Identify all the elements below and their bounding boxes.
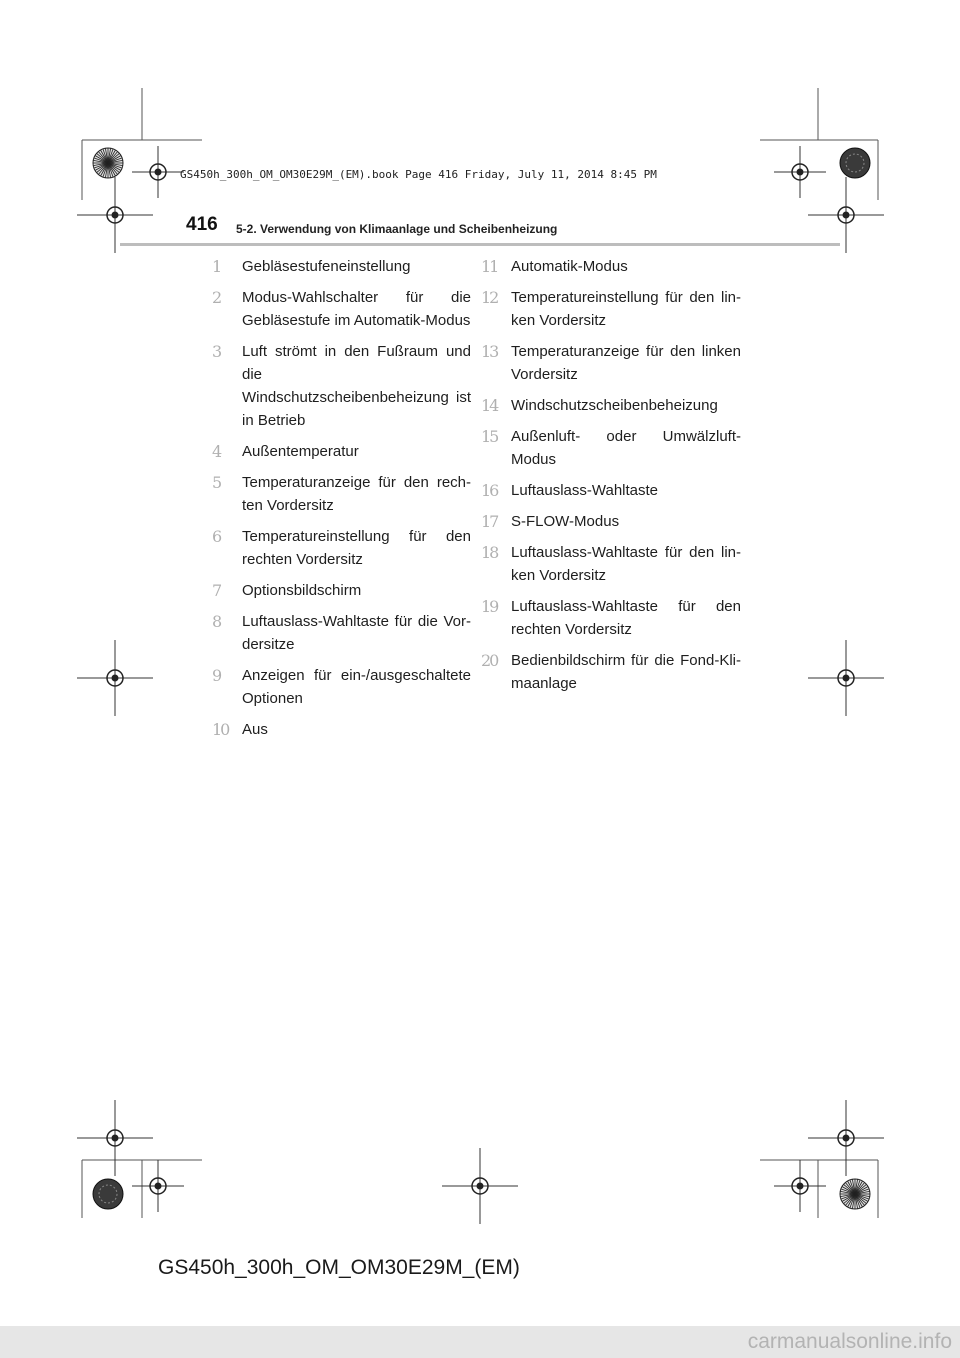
- legend-item: [481, 479, 741, 502]
- legend-text: Luftauslass-Wahltaste: [511, 482, 659, 499]
- legend-text: Luft strömt in den Fußraum und die Windschutzscheibenbeheizung ist in Betrieb: [242, 343, 471, 429]
- legend-item: [481, 340, 741, 386]
- legend-column-left: [212, 255, 471, 749]
- legend-item: [212, 440, 471, 463]
- legend-text: Temperatureinstellung für den lin-ken Vordersitz: [511, 289, 741, 329]
- crosshair-icon: [808, 177, 884, 253]
- legend-text: Außentemperatur: [242, 443, 359, 460]
- legend-number: 4: [212, 442, 221, 461]
- legend-number: 13: [481, 342, 498, 361]
- legend-number: 17: [481, 512, 498, 531]
- crosshair-icon: [808, 1100, 884, 1176]
- crosshair-icon: [808, 640, 884, 716]
- crosshair-icon: [774, 146, 826, 198]
- legend-item: [481, 255, 741, 278]
- legend-text: Modus-Wahlschalter für die Gebläsestufe im Automatik-Modus: [242, 289, 471, 329]
- legend-item: [212, 718, 471, 741]
- legend-text: S-FLOW-Modus: [511, 513, 620, 530]
- watermark-text: carmanualsonline.info: [747, 1330, 952, 1353]
- legend-number: 8: [212, 612, 221, 631]
- legend-number: 7: [212, 581, 221, 600]
- legend-text: Luftauslass-Wahltaste für den lin-ken Vordersitz: [511, 544, 741, 584]
- legend-text: Luftauslass-Wahltaste für die Vor-dersitze: [242, 613, 471, 653]
- registration-rosette-icon: [840, 1179, 870, 1209]
- legend-item: [212, 610, 471, 656]
- legend-number: 18: [481, 543, 498, 562]
- section-title: 5-2. Verwendung von Klimaanlage und Scheibenheizung: [236, 222, 558, 236]
- legend-text: Temperatureinstellung für den rechten Vordersitz: [242, 528, 471, 568]
- legend-number: 11: [481, 257, 498, 276]
- legend-number: 10: [212, 720, 229, 739]
- crosshair-icon: [132, 146, 184, 198]
- crosshair-icon: [77, 640, 153, 716]
- registration-dot-icon: [840, 148, 870, 178]
- legend-item: [481, 595, 741, 641]
- legend-number: 16: [481, 481, 498, 500]
- legend-number: 2: [212, 288, 221, 307]
- legend-text: Außenluft- oder Umwälzluft-Modus: [511, 428, 741, 468]
- legend-number: 5: [212, 473, 221, 492]
- legend-text: Bedienbildschirm für die Fond-Kli-maanlage: [511, 652, 741, 692]
- footer-document-code: GS450h_300h_OM_OM30E29M_(EM): [158, 1256, 520, 1279]
- legend-item: [212, 579, 471, 602]
- legend-item: [212, 286, 471, 332]
- page-number: 416: [186, 214, 218, 235]
- legend-text: Optionsbildschirm: [242, 582, 362, 599]
- crosshair-icon: [132, 1160, 184, 1212]
- legend-column-right: [481, 255, 741, 703]
- crosshair-icon: [77, 177, 153, 253]
- legend-text: Gebläsestufeneinstellung: [242, 258, 411, 275]
- legend-text: Temperaturanzeige für den rech-ten Vordersitz: [242, 474, 471, 514]
- legend-item: [212, 471, 471, 517]
- legend-item: [481, 510, 741, 533]
- legend-number: 14: [481, 396, 498, 415]
- legend-number: 20: [481, 651, 498, 670]
- header-rule: [120, 243, 840, 246]
- registration-rosette-icon: [93, 148, 123, 178]
- legend-number: 1: [212, 257, 221, 276]
- print-header: GS450h_300h_OM_OM30E29M_(EM).book Page 416 Friday, July 11, 2014 8:45 PM: [180, 168, 657, 181]
- legend-item: [481, 541, 741, 587]
- legend-item: [481, 286, 741, 332]
- legend-number: 12: [481, 288, 498, 307]
- legend-text: Luftauslass-Wahltaste für den rechten Vordersitz: [511, 598, 741, 638]
- legend-item: [212, 340, 471, 432]
- watermark-bar: [0, 1326, 960, 1358]
- legend-text: Automatik-Modus: [511, 258, 628, 275]
- legend-item: [481, 425, 741, 471]
- legend-number: 9: [212, 666, 221, 685]
- legend-item: [212, 664, 471, 710]
- crosshair-icon: [442, 1148, 518, 1224]
- legend-text: Temperaturanzeige für den linken Vordersitz: [511, 343, 741, 383]
- legend-number: 19: [481, 597, 498, 616]
- legend-number: 6: [212, 527, 221, 546]
- legend-item: [212, 525, 471, 571]
- legend-text: Aus: [242, 721, 268, 738]
- legend-item: [212, 255, 471, 278]
- registration-dot-icon: [93, 1179, 123, 1209]
- legend-number: 15: [481, 427, 498, 446]
- legend-item: [481, 649, 741, 695]
- legend-number: 3: [212, 342, 221, 361]
- legend-text: Windschutzscheibenbeheizung: [511, 397, 718, 414]
- legend-item: [481, 394, 741, 417]
- legend-text: Anzeigen für ein-/ausgeschaltete Optionen: [242, 667, 471, 707]
